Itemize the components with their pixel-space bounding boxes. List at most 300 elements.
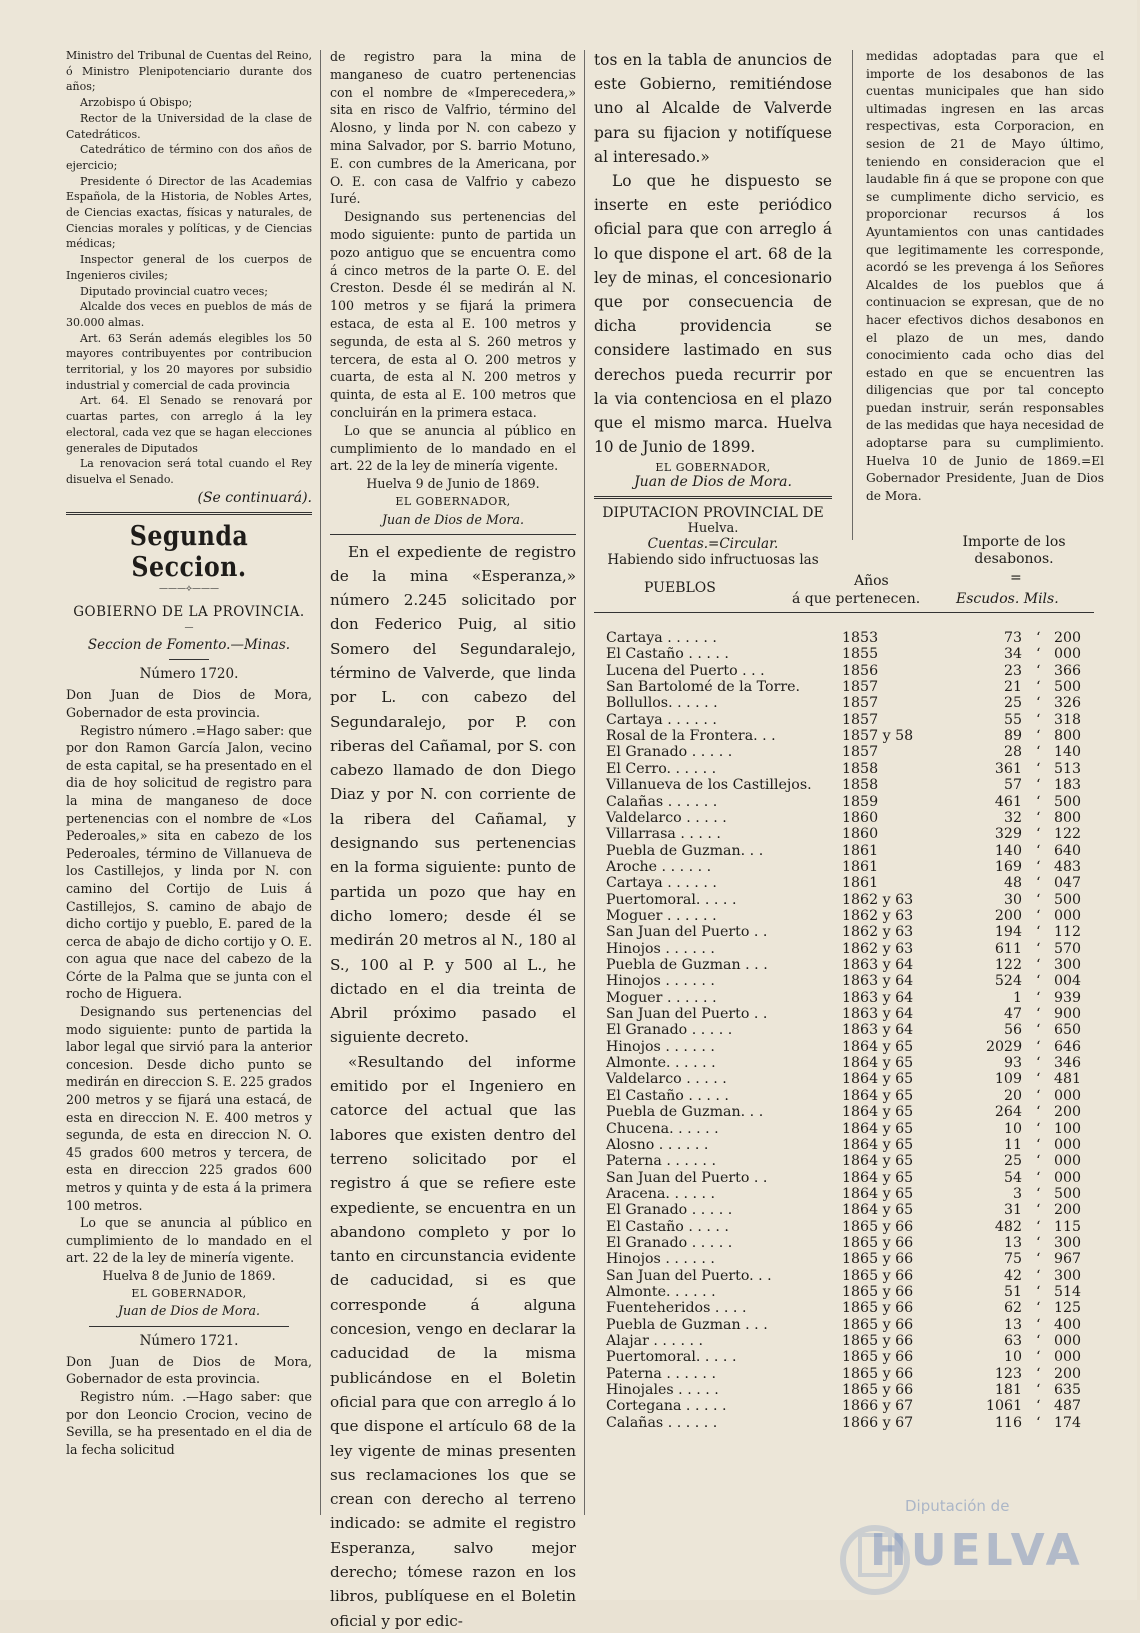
cell-milesimas: 646 bbox=[1054, 1038, 1082, 1055]
cell-separator: ‘ bbox=[1036, 760, 1041, 777]
cell-escudos: 75 bbox=[1003, 1251, 1022, 1268]
table-row bbox=[606, 646, 1106, 663]
cell-ano: 1864 y 65 bbox=[842, 1071, 914, 1088]
cell-separator: ‘ bbox=[1036, 1267, 1041, 1284]
cell-escudos: 200 bbox=[994, 907, 1022, 924]
cell-separator: ‘ bbox=[1036, 809, 1041, 826]
table-row bbox=[606, 1398, 1106, 1415]
cell-milesimas: 200 bbox=[1054, 1365, 1082, 1382]
cell-separator: ‘ bbox=[1036, 1284, 1041, 1300]
table-row bbox=[606, 1055, 1106, 1072]
table-row bbox=[606, 1219, 1106, 1236]
cell-escudos: 3 bbox=[1012, 1185, 1022, 1202]
cell-escudos: 28 bbox=[1003, 744, 1022, 761]
cell-escudos: 109 bbox=[994, 1071, 1022, 1088]
cell-ano: 1865 y 66 bbox=[842, 1300, 914, 1317]
cell-separator: ‘ bbox=[1036, 1055, 1041, 1072]
cell-separator: ‘ bbox=[1036, 1414, 1041, 1431]
cell-ano: 1865 y 66 bbox=[842, 1267, 914, 1284]
notice-body: Lo que he dispuesto se inserte en este periódico oficial para que con arreglo á lo que dispone el art. 68 de la ley de minas, el concesionario que por consecuencia de dicha providencia se considere lastimado en sus derechos pueda recurrir por la via contenciosa en el plazo que el mismo marca. Huelva 10 de Junio de 1899. bbox=[594, 172, 832, 457]
cell-separator: ‘ bbox=[1036, 1365, 1041, 1382]
cell-milesimas: 487 bbox=[1054, 1398, 1082, 1415]
notice-intro: Don Juan de Dios de Mora, Gobernador de esta provincia. bbox=[66, 1353, 312, 1387]
cell-escudos: 461 bbox=[994, 793, 1022, 810]
cell-milesimas: 967 bbox=[1054, 1251, 1082, 1268]
cell-ano: 1864 y 65 bbox=[842, 1185, 914, 1202]
cell-ano: 1864 y 65 bbox=[842, 1038, 914, 1055]
cell-separator: ‘ bbox=[1036, 744, 1041, 761]
cell-pueblo: Hinojos . . . . . . bbox=[606, 973, 715, 990]
table-row bbox=[606, 1137, 1106, 1154]
table-row bbox=[606, 843, 1106, 860]
notice-1721-cont bbox=[330, 48, 576, 529]
watermark-caption: Diputación de bbox=[905, 1497, 1010, 1515]
text-line: Ministro del Tribunal de Cuentas del Reino, ó Ministro Plenipotenciario durante dos años; bbox=[66, 49, 312, 94]
cell-ano: 1865 y 66 bbox=[842, 1234, 914, 1251]
cell-separator: ‘ bbox=[1036, 1333, 1041, 1350]
table-row bbox=[606, 1202, 1106, 1219]
cell-milesimas: 640 bbox=[1054, 842, 1082, 859]
senate-articles bbox=[66, 48, 312, 506]
column-3 bbox=[594, 48, 832, 568]
cell-ano: 1853 bbox=[842, 630, 879, 646]
cell-ano: 1863 y 64 bbox=[842, 957, 914, 973]
numero-1720: Número 1720. bbox=[139, 666, 239, 683]
cell-pueblo: Almonte. . . . . . bbox=[606, 1055, 716, 1072]
cell-escudos: 116 bbox=[994, 1414, 1022, 1431]
cell-escudos: 11 bbox=[1003, 1136, 1022, 1153]
cell-milesimas: 183 bbox=[1054, 777, 1082, 794]
cell-milesimas: 514 bbox=[1054, 1284, 1082, 1300]
table-row bbox=[606, 1366, 1106, 1383]
article-64: Art. 64. El Senado se renovará por cuartas partes, con arreglo á la ley electoral, cada vez que se hagan elecciones generales de Diputados bbox=[66, 394, 312, 455]
cell-separator: ‘ bbox=[1036, 662, 1041, 679]
table-row bbox=[606, 1170, 1106, 1187]
cell-ano: 1857 bbox=[842, 695, 879, 712]
column-rule-2 bbox=[584, 50, 585, 1515]
cell-ano: 1865 y 66 bbox=[842, 1365, 914, 1382]
cell-ano: 1866 y 67 bbox=[842, 1398, 914, 1415]
cell-milesimas: 000 bbox=[1054, 1087, 1082, 1104]
cell-escudos: 329 bbox=[994, 826, 1022, 843]
table-row bbox=[606, 1349, 1106, 1366]
cell-escudos: 23 bbox=[1003, 662, 1022, 679]
cell-escudos: 57 bbox=[1003, 777, 1022, 794]
col-header-importe: Importe de los desabonos. bbox=[962, 534, 1066, 567]
cell-milesimas: 200 bbox=[1054, 1104, 1082, 1121]
cell-pueblo: El Granado . . . . . bbox=[606, 1022, 733, 1039]
cell-escudos: 264 bbox=[994, 1104, 1022, 1121]
governor-name: Juan de Dios de Mora. bbox=[634, 474, 792, 491]
cell-separator: ‘ bbox=[1036, 793, 1041, 810]
divider bbox=[594, 496, 832, 499]
cell-pueblo: Cartaya . . . . . . bbox=[606, 630, 717, 646]
cell-milesimas: 366 bbox=[1054, 662, 1082, 679]
cell-milesimas: 125 bbox=[1054, 1300, 1082, 1317]
table-row bbox=[606, 777, 1106, 794]
table-row bbox=[606, 663, 1106, 680]
cell-separator: ‘ bbox=[1036, 875, 1041, 892]
cell-pueblo: Puebla de Guzman. . . bbox=[606, 842, 764, 859]
cell-escudos: 89 bbox=[1003, 728, 1022, 745]
cell-separator: ‘ bbox=[1036, 679, 1041, 696]
section-heading: Segunda Seccion. bbox=[129, 521, 249, 584]
notice-1721 bbox=[66, 1353, 312, 1459]
table-row bbox=[606, 1300, 1106, 1317]
cell-ano: 1865 y 66 bbox=[842, 1349, 914, 1366]
cell-milesimas: 400 bbox=[1054, 1316, 1082, 1333]
esperanza-notice-cont bbox=[594, 48, 832, 459]
cell-milesimas: 500 bbox=[1054, 679, 1082, 696]
table-row bbox=[606, 1186, 1106, 1203]
cell-milesimas: 800 bbox=[1054, 728, 1082, 745]
governor-name: Juan de Dios de Mora. bbox=[382, 511, 524, 527]
cell-separator: ‘ bbox=[1036, 957, 1041, 973]
cell-pueblo: Aroche . . . . . . bbox=[606, 858, 712, 875]
table-row bbox=[606, 875, 1106, 892]
cell-separator: ‘ bbox=[1036, 891, 1041, 908]
cell-pueblo: Cartaya . . . . . . bbox=[606, 875, 717, 892]
cell-ano: 1865 y 66 bbox=[842, 1284, 914, 1300]
cell-escudos: 13 bbox=[1003, 1316, 1022, 1333]
fomento-heading: Seccion de Fomento.—Minas. bbox=[87, 637, 291, 654]
notice-body: Designando sus pertenencias del modo siguiente: punto de partida la labor legal que sirvió para la anterior concesion. Desde dicho punto se medirán en direccion S. E. 225 grados 200 metros y se fijará una estacá, de esta en direccion N. E. 400 metros y segunda, de esta en direccion N. O. 45 grados 600 metros y tercera, de esta en direccion 225 grados 600 metros y quinta y de esta á la primera 100 metros. bbox=[66, 1004, 312, 1213]
column-4 bbox=[866, 48, 1104, 505]
table-row bbox=[606, 859, 1106, 876]
notice-date: Huelva 8 de Junio de 1869. bbox=[102, 1267, 276, 1283]
cell-escudos: 55 bbox=[1003, 711, 1022, 728]
cell-separator: ‘ bbox=[1036, 1120, 1041, 1137]
cell-escudos: 181 bbox=[994, 1382, 1022, 1399]
table-row bbox=[606, 761, 1106, 778]
cell-milesimas: 115 bbox=[1054, 1218, 1082, 1235]
table-row bbox=[606, 794, 1106, 811]
cell-escudos: 482 bbox=[994, 1218, 1022, 1235]
governor-label: EL GOBERNADOR, bbox=[395, 494, 511, 508]
table-row bbox=[606, 728, 1106, 745]
text-line: La renovacion será total cuando el Rey disuelva el Senado. bbox=[66, 457, 312, 486]
cell-pueblo: Fuenteheridos . . . . bbox=[606, 1300, 747, 1317]
cell-ano: 1855 bbox=[842, 646, 879, 663]
cell-escudos: 13 bbox=[1003, 1234, 1022, 1251]
table-row bbox=[606, 1088, 1106, 1105]
cell-milesimas: 635 bbox=[1054, 1382, 1082, 1399]
cell-milesimas: 000 bbox=[1054, 1169, 1082, 1186]
notice-body: En el expediente de registro de la mina «Esperanza,» número 2.245 solicitado por don Federico Puig, al sitio Somero del Segundaralejo, término de Valverde, que linda por L. con cabezo del Segundaralejo, por P. con riberas del Cañamal, por S. con cabezo llamado de don Diego Diaz y por N. con corriente de la ribera del Cañamal, y designando sus pertenencias en la forma siguiente: punto de partida un pozo que hay en dicho lomero; desde él se medirán 20 metros al N., 180 al S., 100 al P. y 500 al L., he dictado en el dia treinta de Abril próximo pasado el siguiente decreto. bbox=[330, 542, 576, 1047]
cell-separator: ‘ bbox=[1036, 1349, 1041, 1366]
cell-ano: 1863 y 64 bbox=[842, 1006, 914, 1023]
cell-escudos: 10 bbox=[1003, 1349, 1022, 1366]
cell-pueblo: Puebla de Guzman . . . bbox=[606, 957, 768, 973]
table-row bbox=[606, 712, 1106, 729]
cell-milesimas: 000 bbox=[1054, 907, 1082, 924]
notice-1720 bbox=[66, 686, 312, 1319]
cell-milesimas: 318 bbox=[1054, 711, 1082, 728]
desabonos-table bbox=[606, 534, 1106, 1540]
cell-ano: 1864 y 65 bbox=[842, 1169, 914, 1186]
notice-date: Huelva 9 de Junio de 1869. bbox=[366, 476, 540, 492]
cell-escudos: 32 bbox=[1003, 809, 1022, 826]
table-row bbox=[606, 1317, 1106, 1334]
notice-intro: Don Juan de Dios de Mora, Gobernador de esta provincia. bbox=[66, 687, 312, 720]
table-row bbox=[606, 744, 1106, 761]
cell-pueblo: Villarrasa . . . . . bbox=[606, 826, 721, 843]
governor-label: EL GOBERNADOR, bbox=[131, 1286, 247, 1300]
cell-ano: 1864 y 65 bbox=[842, 1153, 914, 1170]
cell-escudos: 25 bbox=[1003, 695, 1022, 712]
table-row bbox=[606, 1039, 1106, 1056]
cell-escudos: 42 bbox=[1003, 1267, 1022, 1284]
table-row bbox=[606, 695, 1106, 712]
cell-escudos: 194 bbox=[994, 924, 1022, 941]
table-row bbox=[606, 1284, 1106, 1301]
cell-milesimas: 939 bbox=[1054, 989, 1082, 1006]
column-1 bbox=[66, 48, 312, 1458]
cell-pueblo: Hinojos . . . . . . bbox=[606, 1038, 715, 1055]
cell-milesimas: 112 bbox=[1054, 924, 1082, 941]
table-row bbox=[606, 810, 1106, 827]
divider bbox=[89, 1326, 289, 1327]
cell-escudos: 25 bbox=[1003, 1153, 1022, 1170]
cell-separator: ‘ bbox=[1036, 858, 1041, 875]
cell-pueblo: Villanueva de los Castillejos. bbox=[606, 777, 812, 794]
cell-ano: 1865 y 66 bbox=[842, 1316, 914, 1333]
cell-milesimas: 800 bbox=[1054, 809, 1082, 826]
cell-pueblo: El Granado . . . . . bbox=[606, 1234, 733, 1251]
cell-pueblo: Aracena. . . . . . bbox=[606, 1185, 716, 1202]
cell-pueblo: Puertomoral. . . . . bbox=[606, 891, 737, 908]
cell-ano: 1861 bbox=[842, 858, 879, 875]
numero-1721: Número 1721. bbox=[139, 1332, 239, 1349]
cell-pueblo: Moguer . . . . . . bbox=[606, 907, 717, 924]
cell-ano: 1865 y 66 bbox=[842, 1218, 914, 1235]
text-line: Presidente ó Director de las Academias Española, de la Historia, de Nobles Artes, de Ciencias exactas, físicas y naturales, de Ciencias morales y políticas, y de Ciencias médicas; bbox=[66, 174, 312, 251]
cell-ano: 1857 y 58 bbox=[842, 728, 914, 745]
cell-ano: 1861 bbox=[842, 875, 879, 892]
cell-ano: 1858 bbox=[842, 777, 879, 794]
cell-pueblo: El Castaño . . . . . bbox=[606, 1218, 729, 1235]
cell-escudos: 611 bbox=[994, 940, 1022, 957]
column-2 bbox=[330, 48, 576, 1633]
cell-ano: 1864 y 65 bbox=[842, 1136, 914, 1153]
cell-milesimas: 047 bbox=[1054, 875, 1082, 892]
cell-escudos: 122 bbox=[994, 957, 1022, 973]
cell-ano: 1864 y 65 bbox=[842, 1055, 914, 1072]
cell-milesimas: 570 bbox=[1054, 940, 1082, 957]
cell-separator: ‘ bbox=[1036, 1136, 1041, 1153]
cuentas-heading: Cuentas.=Circular. bbox=[647, 536, 779, 553]
cell-ano: 1864 y 65 bbox=[842, 1087, 914, 1104]
table-row bbox=[606, 1006, 1106, 1023]
cell-pueblo: San Juan del Puerto . . bbox=[606, 1006, 768, 1023]
table-row bbox=[606, 908, 1106, 925]
cell-ano: 1860 bbox=[842, 826, 879, 843]
notice-body: medidas adoptadas para que el importe de los desabonos de las cuentas municipales que han sido ultimadas ingresen en las arcas respectivas, esta Corporacion, en sesion de 21 de Mayo último, teniendo en consideracion que el laudable fin á que se propone con que se cumplimente dicho servicio, es proporcionar recursos á los Ayuntamientos con unas cantidades que legitimamente les corresponde, acordó se les prevenga á los Señores Alcaldes de los pueblos que á continuacion se expresan, que de no hacer efectivos dichos desabonos en el plazo de un mes, dando conocimiento cada ocho dias del estado en que se encuentren las diligencias que por tal concepto puedan instruir, serán responsables de las medidas que haya necesidad de adoptarse para su cumplimiento. Huelva 10 de Junio de 1869.=El Gobernador Presidente, Juan de Dios de Mora. bbox=[866, 49, 1104, 503]
cell-milesimas: 200 bbox=[1054, 630, 1082, 646]
cell-separator: ‘ bbox=[1036, 646, 1041, 663]
cell-pueblo: Paterna . . . . . . bbox=[606, 1153, 716, 1170]
cell-ano: 1863 y 64 bbox=[842, 973, 914, 990]
cell-escudos: 361 bbox=[994, 760, 1022, 777]
circular-text: Habiendo sido infructuosas las bbox=[607, 552, 819, 569]
cell-pueblo: El Granado . . . . . bbox=[606, 1202, 733, 1219]
cell-ano: 1856 bbox=[842, 662, 879, 679]
cell-milesimas: 174 bbox=[1054, 1414, 1082, 1431]
cell-separator: ‘ bbox=[1036, 1398, 1041, 1415]
cell-separator: ‘ bbox=[1036, 630, 1041, 646]
table-row bbox=[606, 973, 1106, 990]
column-rule-1 bbox=[320, 50, 321, 1515]
notice-body: Registro número .=Hago saber: que por don Ramon García Jalon, vecino de esta capital, se ha presentado en el dia de hoy solicitud de registro para la mina de manganeso de doce pertenencias con el nombre de «Los Pederoales,» sita en cabezo de los Pederoales, término de Villanueva de los Castillejos, y linda por N. con camino del Cortijo de Luis á Castillejos, S. camino de abajo de dicho cortijo y pueblo, E. pared de la cerca de abajo de dicho cortijo y O. E. con agua que nace del cabezo de la Córte de la Palma que se junta con el rocho de Higuera. bbox=[66, 722, 312, 1002]
cell-ano: 1859 bbox=[842, 793, 879, 810]
cell-separator: ‘ bbox=[1036, 1038, 1041, 1055]
notice-body: de registro para la mina de manganeso de cuatro pertenencias con el nombre de «Imperecedera,» sita en risco de Valfrio, término del Alosno, y linda por N. con cabezo y mina Salvador, por S. barrio Motuno, E. con cumbres de la Americana, por O. E. con casa de Valfrio y cabezo Iuré. bbox=[330, 49, 576, 207]
cell-separator: ‘ bbox=[1036, 1022, 1041, 1039]
text-line: Rector de la Universidad de la clase de Catedráticos. bbox=[66, 111, 312, 141]
diputacion-heading: DIPUTACION PROVINCIAL DE bbox=[602, 505, 824, 522]
table-row bbox=[606, 1121, 1106, 1138]
table-row bbox=[606, 1104, 1106, 1121]
table-row bbox=[606, 1268, 1106, 1285]
table-row bbox=[606, 941, 1106, 958]
text-line: Catedrático de término con dos años de ejercicio; bbox=[66, 143, 312, 172]
cell-escudos: 56 bbox=[1003, 1022, 1022, 1039]
cell-pueblo: Alajar . . . . . . bbox=[606, 1333, 703, 1350]
ornament-divider: ———⟡——— bbox=[159, 584, 219, 595]
cell-separator: ‘ bbox=[1036, 989, 1041, 1006]
cell-separator: ‘ bbox=[1036, 695, 1041, 712]
cell-escudos: 21 bbox=[1003, 679, 1022, 696]
cell-pueblo: Lucena del Puerto . . . bbox=[606, 662, 765, 679]
cell-pueblo: Hinojos . . . . . . bbox=[606, 940, 715, 957]
cell-pueblo: Hinojos . . . . . . bbox=[606, 1251, 715, 1268]
cell-milesimas: 000 bbox=[1054, 646, 1082, 663]
cell-separator: ‘ bbox=[1036, 1382, 1041, 1399]
cell-milesimas: 140 bbox=[1054, 744, 1082, 761]
table-row bbox=[606, 1071, 1106, 1088]
cell-separator: ‘ bbox=[1036, 1218, 1041, 1235]
table-row bbox=[606, 957, 1106, 974]
cell-pueblo: Chucena. . . . . . bbox=[606, 1120, 719, 1137]
table-row bbox=[606, 892, 1106, 909]
cell-pueblo: Calañas . . . . . . bbox=[606, 1414, 718, 1431]
cell-milesimas: 122 bbox=[1054, 826, 1082, 843]
cell-escudos: 1061 bbox=[986, 1398, 1023, 1415]
cell-separator: ‘ bbox=[1036, 924, 1041, 941]
cell-pueblo: Calañas . . . . . . bbox=[606, 793, 718, 810]
cell-ano: 1862 y 63 bbox=[842, 940, 914, 957]
cell-pueblo: San Juan del Puerto. . . bbox=[606, 1267, 772, 1284]
cell-milesimas: 500 bbox=[1054, 1185, 1082, 1202]
continuara-note: (Se continuará). bbox=[197, 489, 312, 506]
cell-ano: 1866 y 67 bbox=[842, 1414, 914, 1431]
cell-pueblo: Cartaya . . . . . . bbox=[606, 711, 717, 728]
cell-escudos: 34 bbox=[1003, 646, 1022, 663]
cell-separator: ‘ bbox=[1036, 777, 1041, 794]
cell-separator: ‘ bbox=[1036, 1234, 1041, 1251]
cell-pueblo: Cortegana . . . . . bbox=[606, 1398, 727, 1415]
col-header-escudos: Escudos. Mils. bbox=[956, 591, 1059, 607]
cell-milesimas: 000 bbox=[1054, 1333, 1082, 1350]
cell-escudos: 31 bbox=[1003, 1202, 1022, 1219]
cell-ano: 1857 bbox=[842, 744, 879, 761]
cell-separator: ‘ bbox=[1036, 1300, 1041, 1317]
cell-separator: ‘ bbox=[1036, 1251, 1041, 1268]
cell-escudos: 123 bbox=[994, 1365, 1022, 1382]
notice-body: Registro núm. .—Hago saber: que por don Leoncio Crocion, vecino de Sevilla, se ha presentado en el dia de la fecha solicitud bbox=[66, 1388, 312, 1457]
cell-separator: ‘ bbox=[1036, 940, 1041, 957]
table-row bbox=[606, 630, 1106, 647]
notice-body: Designando sus pertenencias del modo siguiente: punto de partida un pozo antiguo que se encuentra como á cinco metros de la parte O. E. del Creston. Desde él se medirán al N. 100 metros y se fijará la primera estaca, de esta al E. 100 metros y segunda, de esta al S. 260 metros y tercera, de esta al O. 200 metros y cuarta, de esta al N. 200 metros y quinta, de esta al E. 100 metros que concluirán en la primera estaca. bbox=[330, 209, 576, 420]
cell-escudos: 54 bbox=[1003, 1169, 1022, 1186]
table-row bbox=[606, 679, 1106, 696]
text-line: Inspector general de los cuerpos de Ingenieros civiles; bbox=[66, 253, 312, 282]
header-rule bbox=[594, 612, 1094, 613]
column-rule-3 bbox=[852, 50, 853, 540]
text-line: Arzobispo ú Obispo; bbox=[80, 96, 193, 110]
article-63: Art. 63 Serán además elegibles los 50 mayores contribuyentes por contribucion territorial, y los 20 mayores por subsidio industrial y comercial de cada provincia bbox=[66, 331, 312, 392]
cell-separator: ‘ bbox=[1036, 1185, 1041, 1202]
esperanza-notice bbox=[330, 540, 576, 1633]
cell-separator: ‘ bbox=[1036, 1071, 1041, 1088]
cell-milesimas: 000 bbox=[1054, 1153, 1082, 1170]
cell-ano: 1863 y 64 bbox=[842, 989, 914, 1006]
cell-pueblo: Rosal de la Frontera. . . bbox=[606, 728, 776, 745]
cell-pueblo: Moguer . . . . . . bbox=[606, 989, 717, 1006]
cell-ano: 1861 bbox=[842, 842, 879, 859]
cell-separator: ‘ bbox=[1036, 1104, 1041, 1121]
notice-body: tos en la tabla de anuncios de este Gobierno, remitiéndose uno al Alcalde de Valverde para su fijacion y notifíquese al interesado.» bbox=[594, 51, 832, 166]
cell-ano: 1864 y 65 bbox=[842, 1202, 914, 1219]
ornament-divider: — bbox=[184, 623, 194, 634]
cell-pueblo: Paterna . . . . . . bbox=[606, 1365, 716, 1382]
cell-milesimas: 513 bbox=[1054, 760, 1082, 777]
governor-label: EL GOBERNADOR, bbox=[655, 461, 771, 475]
cell-milesimas: 481 bbox=[1054, 1071, 1082, 1088]
governor-name: Juan de Dios de Mora. bbox=[118, 1303, 260, 1319]
table-row bbox=[606, 924, 1106, 941]
cell-milesimas: 500 bbox=[1054, 793, 1082, 810]
cell-separator: ‘ bbox=[1036, 1006, 1041, 1023]
cell-pueblo: San Bartolomé de la Torre. bbox=[606, 679, 801, 696]
col-header-eq: = bbox=[1010, 570, 1022, 586]
cell-escudos: 47 bbox=[1003, 1006, 1022, 1023]
cell-escudos: 20 bbox=[1003, 1087, 1022, 1104]
col-header-anos: Años bbox=[854, 573, 889, 589]
cell-escudos: 30 bbox=[1003, 891, 1022, 908]
notice-body: Lo que se anuncia al público en cumplimiento de lo mandado en el art. 22 de la ley de minería vigente. bbox=[66, 1215, 312, 1266]
cell-ano: 1863 y 64 bbox=[842, 1022, 914, 1039]
cell-pueblo: El Cerro. . . . . . bbox=[606, 760, 717, 777]
cell-ano: 1862 y 63 bbox=[842, 924, 914, 941]
cell-milesimas: 346 bbox=[1054, 1055, 1082, 1072]
cell-separator: ‘ bbox=[1036, 1202, 1041, 1219]
table-row bbox=[606, 826, 1106, 843]
cell-escudos: 524 bbox=[994, 973, 1022, 990]
cell-ano: 1865 y 66 bbox=[842, 1333, 914, 1350]
cell-milesimas: 004 bbox=[1054, 973, 1082, 990]
table-row bbox=[606, 1415, 1106, 1432]
cell-escudos: 63 bbox=[1003, 1333, 1022, 1350]
cell-escudos: 10 bbox=[1003, 1120, 1022, 1137]
col-header-anos-sub: á que pertenecen. bbox=[792, 591, 921, 607]
cell-separator: ‘ bbox=[1036, 1153, 1041, 1170]
text-line: Alcalde dos veces en pueblos de más de 30.000 almas. bbox=[66, 300, 312, 329]
cell-pueblo: Almonte. . . . . . bbox=[606, 1284, 716, 1300]
huelva-heading: Huelva. bbox=[687, 521, 739, 537]
cell-milesimas: 500 bbox=[1054, 891, 1082, 908]
cell-ano: 1864 y 65 bbox=[842, 1104, 914, 1121]
